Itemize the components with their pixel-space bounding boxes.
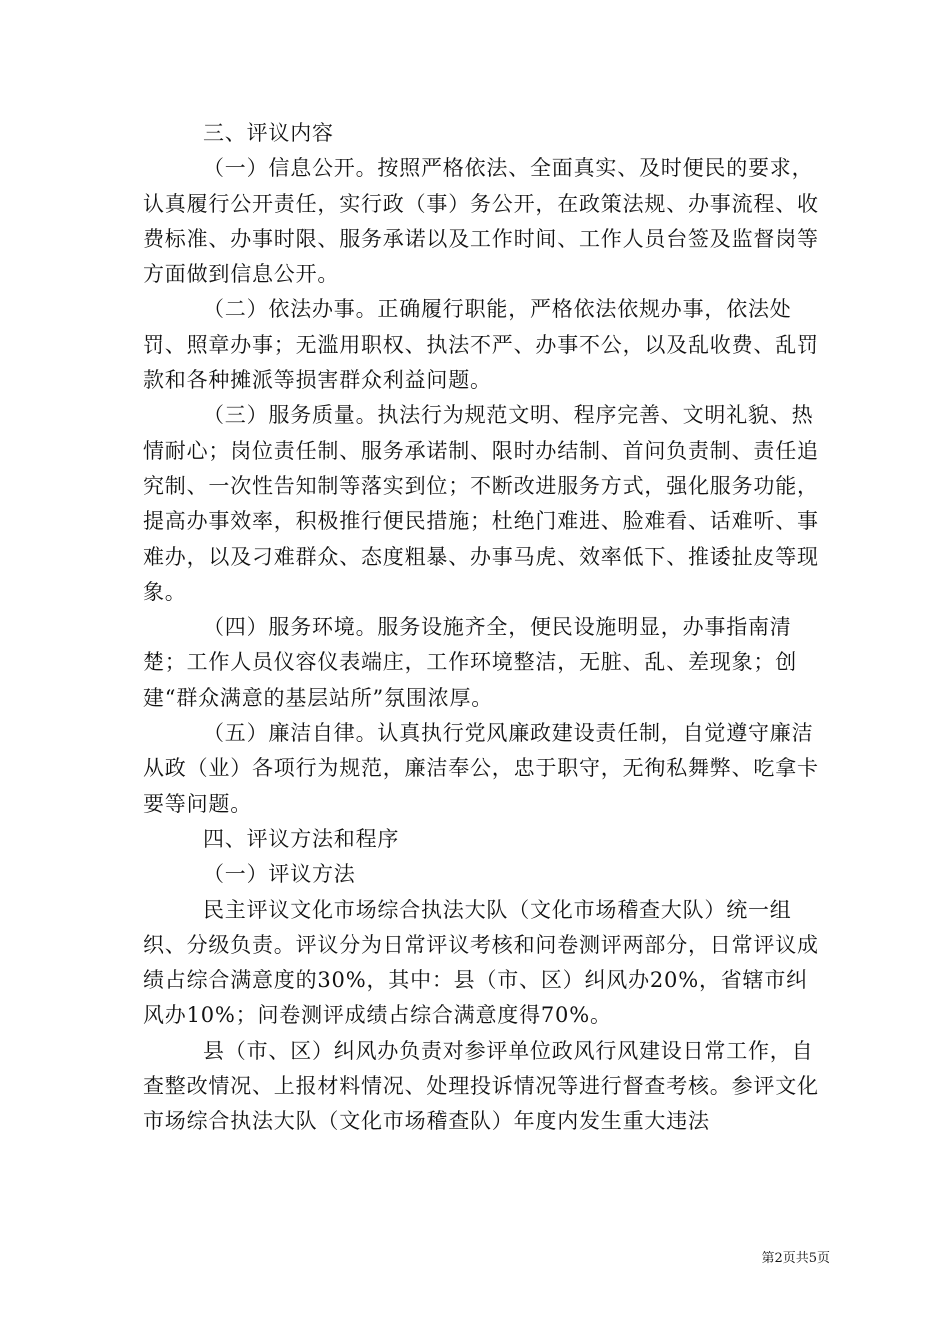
section-heading-3: 三、评议内容	[203, 121, 334, 145]
paragraph-integrity: （五）廉洁自律。认真执行党风廉政建设责任制，自觉遵守廉洁从政（业）各项行为规范，廉洁奉公，忠于职守，无徇私舞弊、吃拿卡要等问题。	[143, 721, 819, 816]
paragraph-service-environment: （四）服务环境。服务设施齐全，便民设施明显，办事指南清楚；工作人员仪容仪表端庄，工作环境整洁，无脏、乱、差现象；创建“群众满意的基层站所”氛围浓厚。	[143, 615, 797, 710]
document-body	[143, 116, 823, 1140]
section-heading-4: 四、评议方法和程序	[203, 826, 400, 851]
paragraph-info-disclosure: （一）信息公开。按照严格依法、全面真实、及时便民的要求，认真履行公开责任，实行政（事）务公开，在政策法规、办事流程、收费标准、办事时限、服务承诺以及工作时间、工作人员台签及监督岗等方面做到信息公开。	[143, 156, 819, 287]
paragraph-county-office: 县（市、区）纠风办负责对参评单位政风行风建设日常工作，自查整改情况、上报材料情况、处理投诉情况等进行督查考核。参评文化市场综合执法大队（文化市场稽查队）年度内发生重大违法	[143, 1038, 819, 1134]
page-number-footer: 第2页共5页	[761, 1251, 830, 1266]
paragraph-lawful-conduct: （二）依法办事。正确履行职能，严格依法依规办事，依法处罚、照章办事；无滥用职权、执法不严、办事不公，以及乱收费、乱罚款和各种摊派等损害群众利益问题。	[143, 297, 819, 393]
paragraph-evaluation-method: 民主评议文化市场综合执法大队（文化市场稽查大队）统一组织、分级负责。评议分为日常评议考核和问卷测评两部分，日常评议成绩占综合满意度的30%，其中：县（市、区）纠风办20%，省辖市纠风办10%；问卷测评成绩占综合满意度得70%。	[143, 897, 819, 1028]
subsection-heading-methods: （一）评议方法	[203, 862, 356, 887]
paragraph-service-quality: （三）服务质量。执法行为规范文明、程序完善、文明礼貌、热情耐心；岗位责任制、服务承诺制、限时办结制、首问负责制、责任追究制、一次性告知制等落实到位；不断改进服务方式，强化服务功能，提高办事效率，积极推行便民措施；杜绝门难进、脸难看、话难听、事难办，以及刁难群众、态度粗暴、办事马虎、效率低下、推诿扯皮等现象。	[143, 403, 819, 604]
